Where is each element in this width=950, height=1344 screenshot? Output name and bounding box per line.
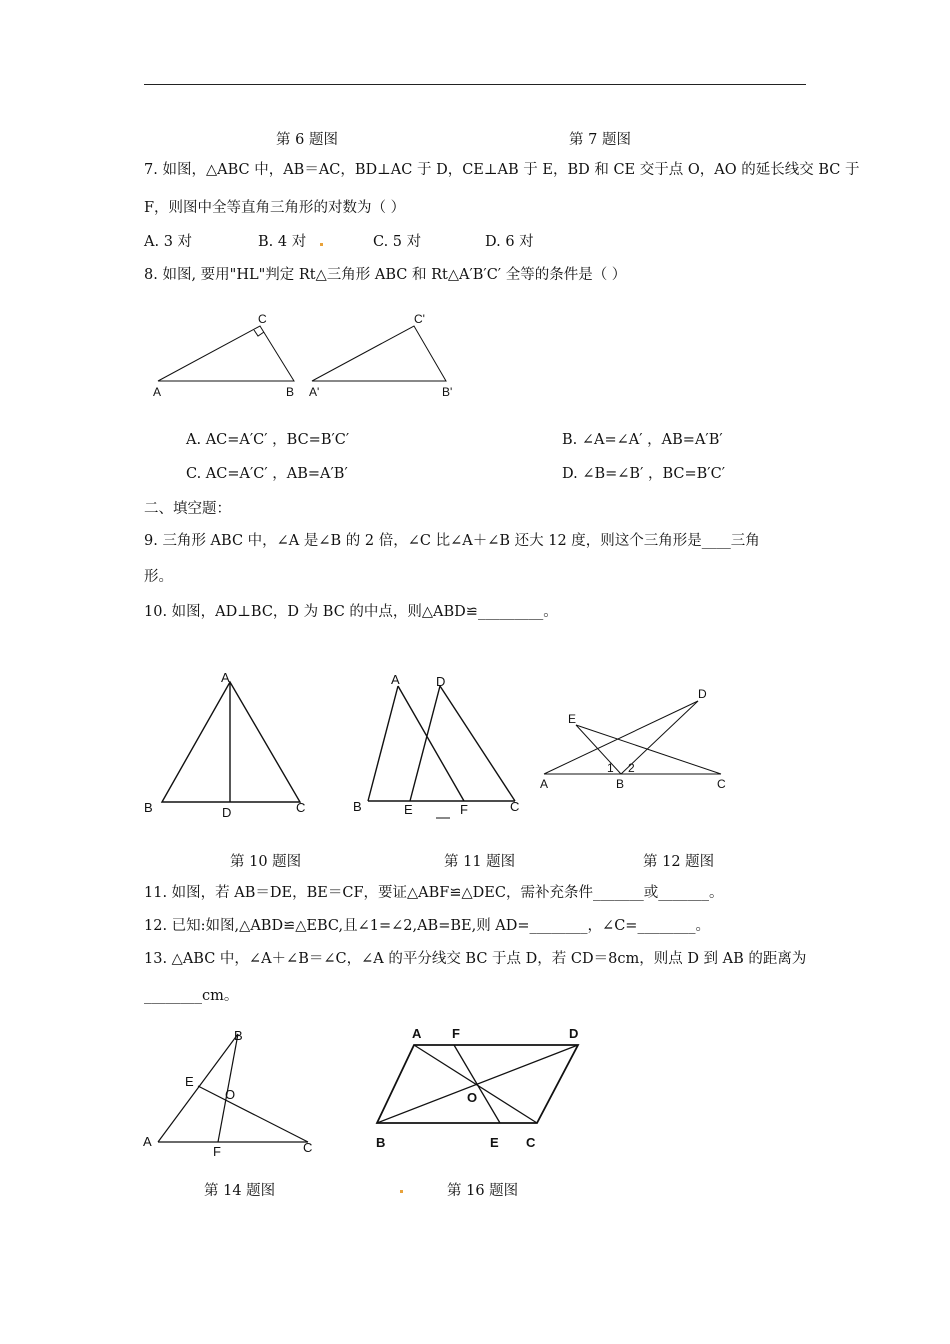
- q7-option-d: D. 6 对: [485, 234, 534, 250]
- label-f: F: [460, 802, 468, 817]
- caption-fig12: 第 12 题图: [643, 854, 715, 870]
- caption-fig10: 第 10 题图: [230, 854, 302, 870]
- q8-option-a: A. AC=A′C′ ，BC=B′C′: [186, 432, 350, 448]
- q8-stem: 8. 如图, 要用"HL"判定 Rt△三角形 ABC 和 Rt△A′B′C′ 全等的条件是（ ）: [144, 267, 627, 283]
- label-a: A: [391, 672, 400, 687]
- label-b: B: [234, 1028, 243, 1043]
- label-a: A: [221, 670, 230, 685]
- q8-option-d: D. ∠B=∠B′ ，BC=B′C′: [562, 466, 725, 482]
- fig11: [350, 668, 540, 828]
- label-d: D: [698, 687, 707, 701]
- label-d: D: [569, 1026, 579, 1041]
- q7-line1: 7. 如图，△ABC 中，AB＝AC，BD⊥AC 于 D，CE⊥AB 于 E，BD 和 CE 交于点 O，AO 的延长线交 BC 于: [144, 162, 860, 178]
- q7-option-c: C. 5 对: [373, 234, 422, 250]
- label-b: B: [616, 777, 625, 791]
- caption-fig16: 第 16 题图: [447, 1183, 519, 1199]
- label-c-prime: C': [414, 312, 425, 326]
- label-o: O: [467, 1090, 478, 1105]
- label-a: A: [540, 777, 549, 791]
- label-a-prime: A': [309, 385, 320, 399]
- caption-fig6: 第 6 题图: [276, 132, 338, 148]
- q9-line1: 9. 三角形 ABC 中，∠A 是∠B 的 2 倍，∠C 比∠A＋∠B 还大 12 度，则这个三角形是____三角: [144, 533, 760, 549]
- top-rule: [144, 84, 806, 85]
- label-d: D: [436, 674, 446, 689]
- q7-line2: F，则图中全等直角三角形的对数为（ ）: [144, 200, 406, 216]
- caption-fig7: 第 7 题图: [569, 132, 631, 148]
- label-b: B: [353, 799, 362, 814]
- label-c: C: [303, 1140, 313, 1155]
- label-f: F: [452, 1026, 460, 1041]
- label-a: A: [143, 1134, 152, 1149]
- fig16: [370, 1020, 590, 1160]
- label-c: C: [526, 1135, 536, 1150]
- label-angle-2: 2: [628, 761, 635, 775]
- fig12: [536, 685, 736, 805]
- label-a: A: [153, 385, 162, 399]
- label-o: O: [225, 1087, 236, 1102]
- label-c: C: [510, 799, 520, 814]
- fig14: [140, 1022, 330, 1162]
- label-b-prime: B': [442, 385, 453, 399]
- q9-line2: 形。: [144, 569, 173, 585]
- fig10: [140, 668, 340, 828]
- label-e: E: [185, 1074, 194, 1089]
- label-c: C: [296, 800, 306, 815]
- caption-fig11: 第 11 题图: [444, 854, 516, 870]
- label-b: B: [286, 385, 295, 399]
- label-e: E: [404, 802, 413, 817]
- label-c: C: [717, 777, 726, 791]
- q8-option-b: B. ∠A=∠A′ ，AB=A′B′: [562, 432, 723, 448]
- label-c: C: [258, 312, 267, 326]
- edit-mark: [400, 1190, 403, 1193]
- triangle-abc-prime: [312, 326, 446, 381]
- label-angle-1: 1: [607, 761, 614, 775]
- q10-text: 10. 如图，AD⊥BC，D 为 BC 的中点，则△ABD≌_________。: [144, 604, 558, 620]
- label-f: F: [213, 1144, 221, 1159]
- label-a: A: [412, 1026, 422, 1041]
- edit-mark: [320, 243, 323, 246]
- q7-option-a: A. 3 对: [144, 234, 193, 250]
- q13-line1: 13. △ABC 中，∠A＋∠B＝∠C，∠A 的平分线交 BC 于点 D，若 CD＝8cm，则点 D 到 AB 的距离为: [144, 951, 807, 967]
- q8-option-c: C. AC=A′C′ ，AB=A′B′: [186, 466, 348, 482]
- label-e: E: [490, 1135, 499, 1150]
- label-d: D: [222, 805, 232, 820]
- caption-fig14: 第 14 题图: [204, 1183, 276, 1199]
- q13-line2: ________cm。: [144, 988, 239, 1004]
- q7-option-b: B. 4 对: [258, 234, 307, 250]
- label-b: B: [144, 800, 153, 815]
- fig7-triangles: [150, 308, 470, 398]
- q11-text: 11. 如图，若 AB＝DE，BE＝CF，要证△ABF≌△DEC，需补充条件_______或_______。: [144, 885, 724, 901]
- label-e: E: [568, 712, 577, 726]
- triangle-abc: [158, 326, 294, 381]
- q12-text: 12. 已知:如图,△ABD≌△EBC,且∠1=∠2,AB=BE,则 AD=________，∠C=________。: [144, 918, 710, 934]
- label-b: B: [376, 1135, 386, 1150]
- section-title: 二、填空题：: [144, 501, 231, 517]
